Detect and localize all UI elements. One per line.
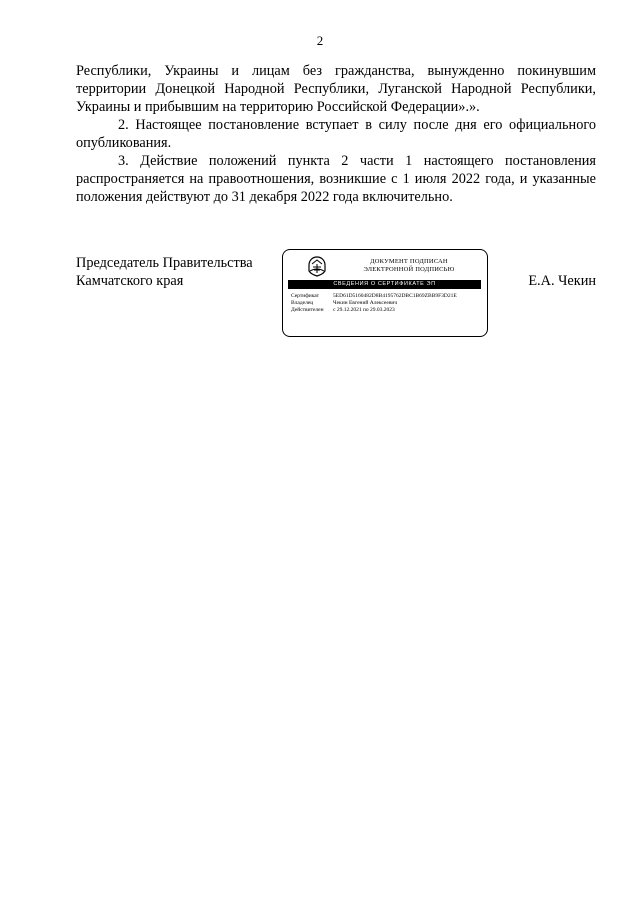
stamp-title-line1: ДОКУМЕНТ ПОДПИСАН [370,258,448,265]
signer-position-line2: Камчатского края [76,273,184,289]
signer-position [76,254,276,290]
stamp-rows [291,293,483,314]
stamp-row-owner [291,300,483,307]
page-number: 2 [316,33,324,48]
stamp-row-value: 5ED61D5160482D8B4195762DBC1B69ZBB9F3D21E [333,293,457,299]
paragraph-item-3: 3. Действие положений пункта 2 части 1 настоящего постановления распространяется на правоотношения, возникшие с 1 июля 2022 года, и указанные положения действуют до 31 декабря 2022 года включительно. [76,153,596,205]
stamp-row-value: с 29.12.2021 по 29.03.2023 [333,307,395,313]
stamp-row-validity [291,307,483,314]
stamp-row-value: Чекин Евгений Алексеевич [333,300,398,306]
stamp-title-line2: ЭЛЕКТРОННОЙ ПОДПИСЬЮ [363,266,455,273]
stamp-row-key: Сертификат [291,293,319,299]
stamp-row-key: Действителен [291,307,324,313]
signer-name: Е.А. Чекин [528,273,596,289]
coat-of-arms-icon [305,255,329,277]
stamp-bar: СВЕДЕНИЯ О СЕРТИФИКАТЕ ЭП [288,280,481,289]
electronic-signature-stamp [282,249,488,337]
stamp-row-certificate [291,293,483,300]
stamp-title [337,258,481,274]
signer-position-line1: Председатель Правительства [76,255,253,271]
document-body [76,62,596,206]
paragraph-item-2: 2. Настоящее постановление вступает в силу после дня его официального опубликования. [76,117,596,151]
stamp-row-key: Владелец [291,300,314,306]
paragraph-continuation: Республики, Украины и лицам без гражданства, вынужденно покинувшим территории Донецкой Народной Республики, Луганской Народной Республики, Украины и прибывшим на территорию Российской Федерации».». [76,63,596,115]
